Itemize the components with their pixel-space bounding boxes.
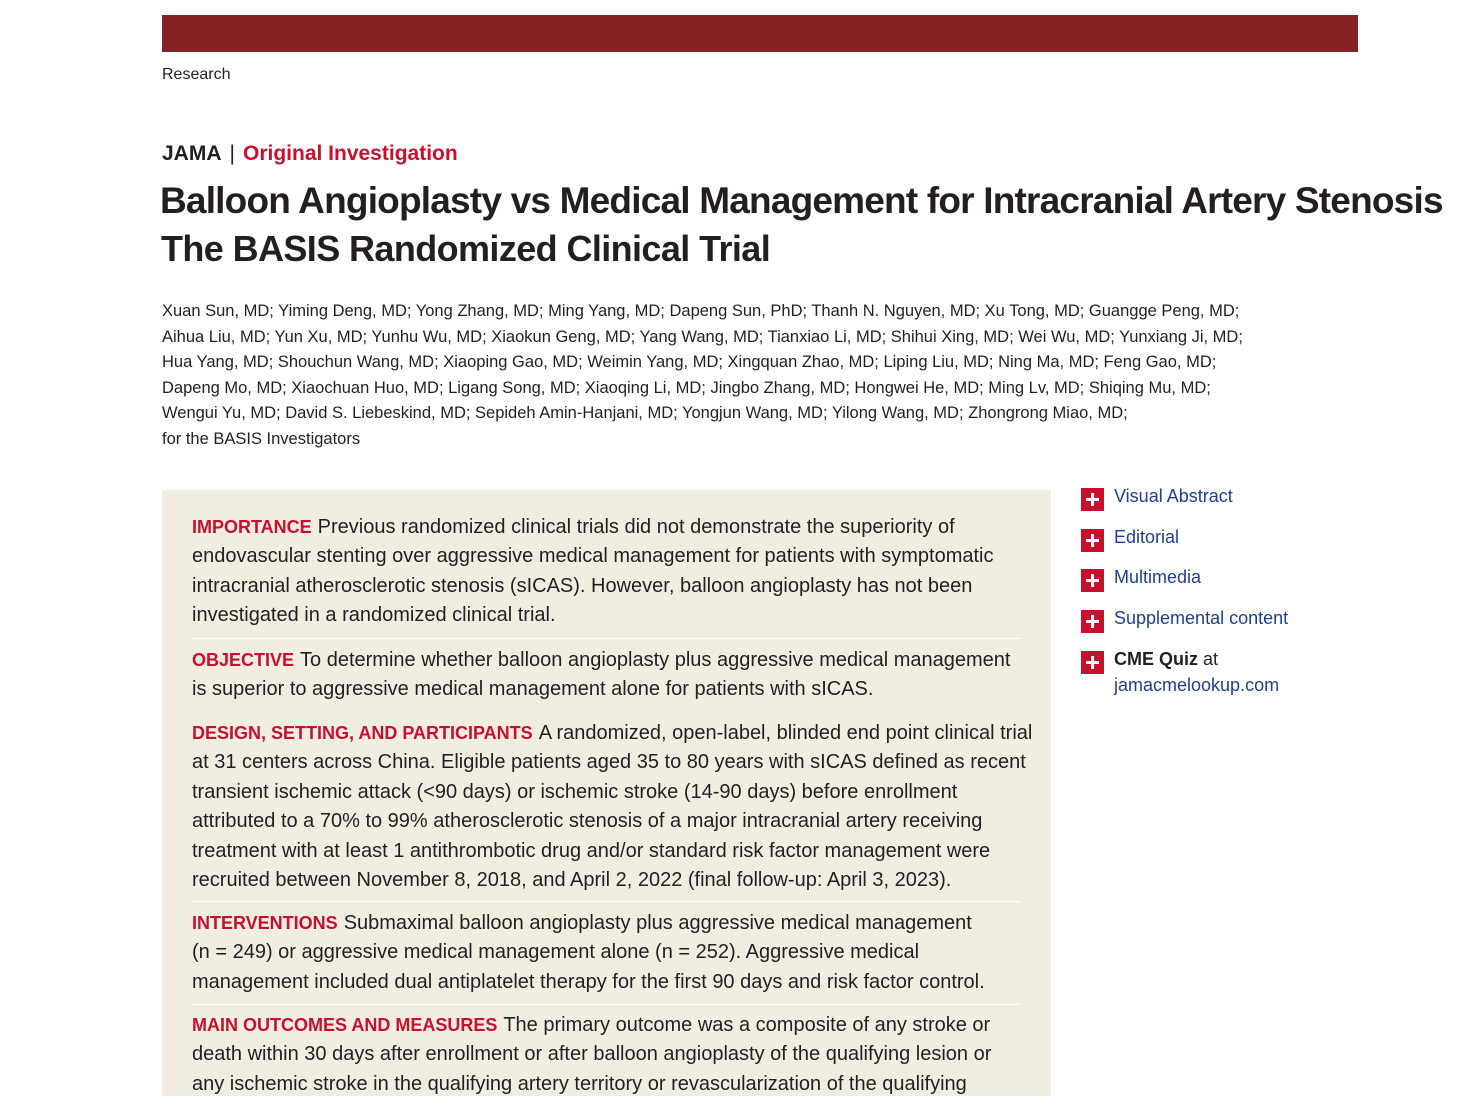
plus-icon — [1081, 488, 1104, 511]
sidebar-link-label[interactable]: Editorial — [1114, 527, 1180, 547]
author-line: for the BASIS Investigators — [162, 429, 361, 448]
abstract-line — [192, 646, 1022, 675]
abstract-line — [192, 513, 1022, 542]
article-subtitle: The BASIS Randomized Clinical Trial — [161, 228, 771, 269]
section-divider — [192, 901, 1020, 902]
plus-icon — [1081, 610, 1104, 633]
abstract-line: (n = 249) or aggressive medical management alone (n = 252). Aggressive medical — [192, 941, 920, 964]
abstract-line: at 31 centers across China. Eligible patients aged 35 to 80 years with sICAS defined as recent — [192, 751, 1026, 774]
abstract-objective — [192, 646, 1022, 705]
sidebar-link-label[interactable]: Multimedia — [1114, 567, 1202, 587]
abstract-line — [192, 909, 1022, 938]
section-divider — [192, 638, 1020, 639]
article-title: Balloon Angioplasty vs Medical Management for Intracranial Artery Stenosis — [160, 180, 1443, 221]
sidebar-link-label[interactable]: Supplemental content — [1114, 608, 1289, 628]
plus-icon — [1081, 651, 1104, 674]
author-line: Xuan Sun, MD; Yiming Deng, MD; Yong Zhang, MD; Ming Yang, MD; Dapeng Sun, PhD; Thanh N. Nguyen, MD; Xu Tong, MD; Guangge Peng, MD; — [162, 302, 1240, 320]
journal-name: JAMA — [162, 142, 222, 165]
abstract-outcomes — [192, 1011, 1022, 1096]
abstract-design — [192, 719, 1033, 895]
abstract-line: management included dual antiplatelet therapy for the first 90 days and risk factor control. — [192, 970, 985, 993]
abstract-line: any ischemic stroke in the qualifying artery territory or revascularization of the qualifying — [192, 1072, 967, 1095]
abstract-text: Submaximal balloon angioplasty plus aggressive medical management — [343, 912, 972, 934]
section-heading: MAIN OUTCOMES AND MEASURES — [192, 1015, 498, 1035]
journal-line — [162, 142, 458, 166]
abstract-text: The primary outcome was a composite of any stroke or — [503, 1014, 991, 1036]
author-line: Aihua Liu, MD; Yun Xu, MD; Yunhu Wu, MD; Xiaokun Geng, MD; Yang Wang, MD; Tianxiao Li, MD; Shihui Xing, MD; Wei Wu, MD; Yunxiang Ji, MD; — [162, 327, 1243, 346]
plus-icon — [1081, 529, 1104, 552]
abstract-line: transient ischemic attack (<90 days) or ischemic stroke (14-90 days) before enrollment — [192, 780, 958, 803]
section-divider — [192, 1004, 1020, 1005]
section-heading: OBJECTIVE — [192, 650, 295, 670]
abstract-line — [192, 1011, 1022, 1040]
section-heading: DESIGN, SETTING, AND PARTICIPANTS — [192, 723, 533, 743]
abstract-line: recruited between November 8, 2018, and April 2, 2022 (final follow-up: April 3, 2023). — [192, 869, 952, 892]
author-line: Hua Yang, MD; Shouchun Wang, MD; Xiaoping Gao, MD; Weimin Yang, MD; Xingquan Zhao, MD; Liping Liu, MD; Ning Ma, MD; Feng Gao, MD; — [162, 353, 1217, 371]
cme-quiz-label: CME Quiz — [1114, 649, 1198, 669]
cme-quiz-at: at — [1203, 649, 1219, 669]
journal-separator: | — [229, 142, 235, 165]
abstract-box — [162, 490, 1051, 1096]
abstract-line: death within 30 days after enrollment or after balloon angioplasty of the qualifying lesion or — [192, 1043, 992, 1066]
article-type: Original Investigation — [242, 142, 458, 165]
sidebar-link-label[interactable]: Visual Abstract — [1114, 486, 1233, 506]
abstract-text: A randomized, open-label, blinded end point clinical trial — [538, 722, 1033, 744]
author-line: Dapeng Mo, MD; Xiaochuan Huo, MD; Ligang Song, MD; Xiaoqing Li, MD; Jingbo Zhang, MD; Hongwei He, MD; Ming Lv, MD; Shiqing Mu, MD; — [162, 378, 1211, 397]
abstract-line: treatment with at least 1 antithrombotic drug and/or standard risk factor management were — [192, 839, 991, 862]
plus-icon — [1081, 569, 1104, 592]
author-line: Wengui Yu, MD; David S. Liebeskind, MD; Sepideh Amin-Hanjani, MD; Yongjun Wang, MD; Yilong Wang, MD; Zhongrong Miao, MD; — [162, 404, 1128, 422]
author-list — [162, 299, 1302, 452]
section-heading: IMPORTANCE — [192, 517, 312, 537]
cme-quiz-text — [1114, 649, 1218, 670]
abstract-line: intracranial atherosclerotic stenosis (sICAS). However, balloon angioplasty has not been — [192, 574, 973, 597]
abstract-line — [192, 719, 1033, 748]
abstract-importance — [192, 513, 1022, 631]
section-label: Research — [162, 66, 231, 83]
abstract-text: To determine whether balloon angioplasty plus aggressive medical management — [300, 649, 1011, 671]
abstract-line: is superior to aggressive medical management alone for patients with sICAS. — [192, 678, 874, 701]
abstract-line: endovascular stenting over aggressive medical management for patients with symptomatic — [192, 545, 994, 568]
abstract-line: investigated in a randomized clinical trial. — [192, 604, 556, 627]
abstract-line: attributed to a 70% to 99% atherosclerotic stenosis of a major intracranial artery receiving — [192, 810, 983, 833]
cme-quiz-link[interactable]: jamacmelookup.com — [1114, 675, 1280, 695]
abstract-interventions — [192, 909, 1022, 997]
abstract-text: Previous randomized clinical trials did not demonstrate the superiority of — [317, 516, 955, 538]
section-heading: INTERVENTIONS — [192, 913, 338, 933]
header-bar — [162, 15, 1358, 52]
